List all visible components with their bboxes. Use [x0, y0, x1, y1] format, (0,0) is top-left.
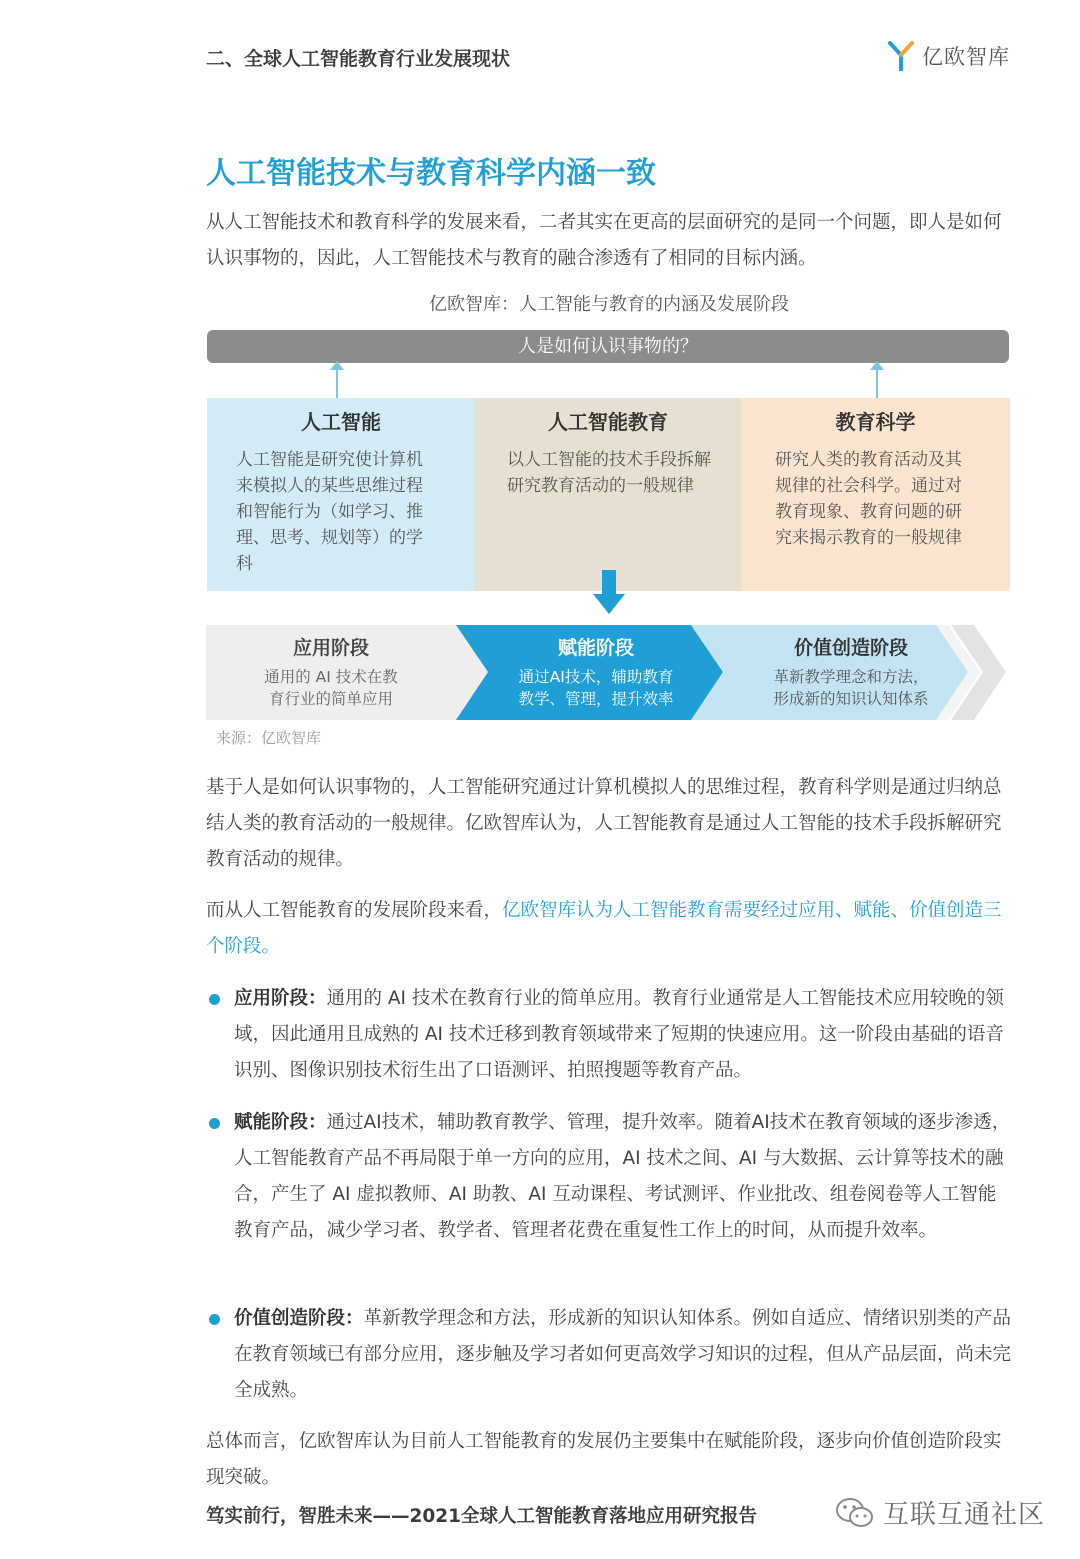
wechat-icon	[835, 1496, 875, 1530]
bullet-item	[206, 1105, 1012, 1249]
logo-y-icon	[888, 41, 914, 71]
bullet-item	[206, 1301, 1012, 1409]
stage-title: 应用阶段	[292, 637, 369, 659]
bullet-term: 赋能阶段：	[234, 1112, 327, 1133]
conclusion-paragraph: 总体而言，亿欧智库认为目前人工智能教育的发展仍主要集中在赋能阶段，逐步向价值创造阶段实现突破。	[206, 1431, 1002, 1488]
watermark-text: 互联互通社区	[883, 1500, 1046, 1530]
page-title: 人工智能技术与教育科学内涵一致	[206, 156, 656, 191]
column-text: 以人工智能的技术手段拆解研究教育活动的一般规律	[507, 450, 711, 496]
intro-paragraph: 从人工智能技术和教育科学的发展来看，二者其实在更高的层面研究的是同一个问题，即人是如何认识事物的，因此，人工智能技术与教育的融合渗透有了相同的目标内涵。	[206, 212, 1002, 269]
brand-logo	[888, 38, 1010, 74]
bullet-item	[206, 981, 1012, 1089]
section-header: 二、全球人工智能教育行业发展现状	[206, 48, 511, 70]
report-title-footer: 笃实前行，智胜未来——2021全球人工智能教育落地应用研究报告	[206, 1506, 757, 1527]
stage-title: 赋能阶段	[557, 637, 634, 659]
stage-text-line1: 通用的 AI 技术在教	[264, 668, 398, 686]
logo-text: 亿欧智库	[922, 45, 1010, 69]
question-bar: 人是如何认识事物的？	[207, 330, 1009, 363]
column-title: 人工智能教育	[548, 410, 668, 434]
bullet-text: 通用的 AI 技术在教育行业的简单应用。教育行业通常是人工智能技术应用较晚的领域，因此通用且成熟的 AI 技术迁移到教育领域带来了短期的快速应用。这一阶段由基础的语音识别、图像识别技术衍生出了口语测评、拍照搜题等教育产品。	[234, 988, 1004, 1081]
stage-text-line2: 形成新的知识认知体系	[773, 690, 929, 708]
bullet-text: 革新教学理念和方法，形成新的知识认知体系。例如自适应、情绪识别类的产品在教育领域已有部分应用，逐步触及学习者如何更高效学习知识的过程，但从产品层面，尚未完全成熟。	[234, 1308, 1012, 1401]
highlighted-text: 亿欧智库认为人工智能教育需要经过应用、赋能、价值创造三个阶段。	[206, 900, 1002, 957]
bullet-text: 通过AI技术，辅助教育教学、管理，提升效率。随着AI技术在教育领域的逐步渗透，人工智能教育产品不再局限于单一方向的应用，AI 技术之间、AI 与大数据、云计算等技术的融合，产生了 AI 虚拟教师、AI 助教、AI 互动课程、考试测评、作业批改、组卷阅卷等人工智能教育产品，减少学习者、教学者、管理者花费在重复性工作上的时间，从而提升效率。	[234, 1112, 1011, 1241]
bullet-dot-icon	[209, 994, 220, 1005]
up-arrow-icon	[870, 361, 884, 399]
stages-intro-paragraph	[206, 893, 1012, 965]
stage-chevrons	[206, 625, 1010, 720]
stage-value-creation	[741, 625, 961, 720]
down-arrow-icon	[593, 570, 625, 614]
stage-text-line1: 通过AI技术，辅助教育	[518, 668, 674, 686]
bullet-dot-icon	[209, 1118, 220, 1129]
stage-title: 价值创造阶段	[793, 637, 908, 659]
column-title: 人工智能	[301, 410, 381, 434]
column-ai	[207, 398, 475, 591]
stage-application	[226, 625, 436, 720]
bullet-dot-icon	[209, 1314, 220, 1325]
column-text: 人工智能是研究使计算机来模拟人的某些思维过程和智能行为（如学习、推理、思考、规划等）的学科	[236, 450, 423, 574]
column-education-science	[741, 398, 1010, 591]
body-paragraph: 基于人是如何认识事物的，人工智能研究通过计算机模拟人的思维过程，教育科学则是通过归纳总结人类的教育活动的一般规律。亿欧智库认为，人工智能教育是通过人工智能的技术手段拆解研究教育活动的规律。	[206, 777, 1002, 870]
up-arrow-icon	[330, 361, 344, 399]
figure-source: 来源：亿欧智库	[216, 729, 322, 747]
stage-text-line1: 革新教学理念和方法，	[773, 668, 929, 686]
stage-text-line2: 育行业的简单应用	[268, 690, 393, 708]
stage-text-line2: 教学、管理，提升效率	[518, 690, 674, 708]
bullet-term: 价值创造阶段：	[234, 1308, 364, 1329]
column-text: 研究人类的教育活动及其规律的社会科学。通过对教育现象、教育问题的研究来揭示教育的一般规律	[775, 450, 962, 548]
paragraph-lead: 而从人工智能教育的发展阶段来看，	[206, 900, 503, 921]
stage-empowerment	[491, 625, 701, 720]
watermark	[835, 1494, 1045, 1531]
column-title: 教育科学	[835, 410, 916, 434]
figure-caption: 亿欧智库：人工智能与教育的内涵及发展阶段	[429, 294, 789, 315]
bullet-term: 应用阶段：	[234, 988, 327, 1009]
column-ai-education	[475, 398, 741, 591]
